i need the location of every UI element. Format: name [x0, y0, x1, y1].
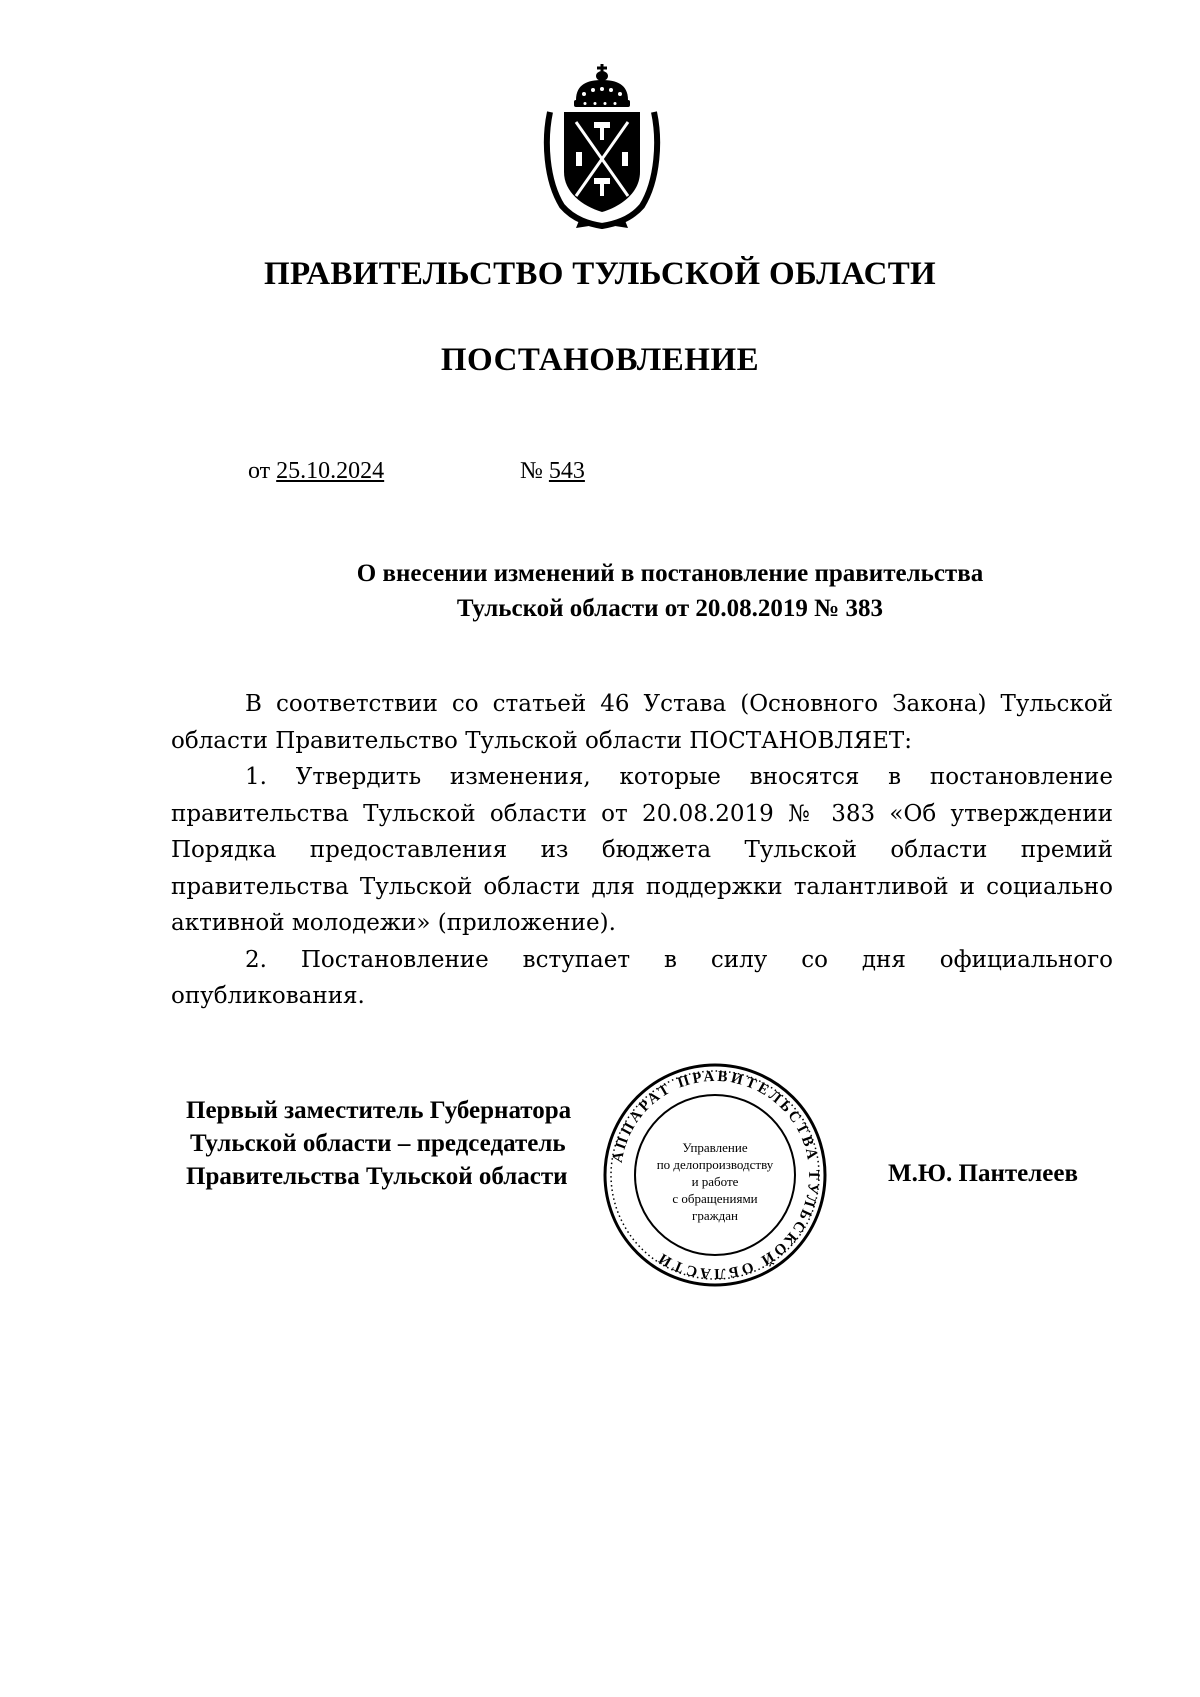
item-1-paragraph: 1. Утвердить изменения, которые вносятся в постановление правительства Тульской области от 20.08.2019 № 383 «Об утверждении Порядка предоставления из бюджета Тульской области премий правительства Тульской области для поддержки талантливой и социально активной молодежи» (приложение). — [171, 764, 1113, 936]
number-prefix: № — [520, 458, 543, 484]
seal-outer-text: АППАРАТ ПРАВИТЕЛЬСТВА ТУЛЬСКОЙ ОБЛАСТИ — [609, 1068, 822, 1282]
tula-coat-of-arms-icon — [540, 60, 664, 230]
date-prefix: от — [248, 458, 271, 484]
registration-line — [248, 458, 585, 485]
document-body — [171, 686, 1113, 1015]
seal-inner-line-3: и работе — [691, 1174, 739, 1189]
document-number: 543 — [548, 458, 585, 484]
subject-line-1: О внесении изменений в постановление правительства — [356, 560, 984, 587]
document-number-block — [520, 458, 585, 485]
signatory-position — [186, 1094, 571, 1193]
document-date: 25.10.2024 — [276, 458, 385, 484]
seal-inner-line-4: с обращениями — [672, 1191, 758, 1206]
position-line-2: Тульской области – председатель — [190, 1130, 566, 1157]
item-2-paragraph: 2. Постановление вступает в силу со дня официального опубликования. — [171, 946, 1113, 1009]
seal-inner-line-1: Управление — [682, 1140, 748, 1155]
document-type-heading: ПОСТАНОВЛЕНИЕ — [440, 342, 760, 378]
position-line-3: Правительства Тульской области — [186, 1163, 568, 1190]
official-seal-stamp — [600, 1060, 830, 1290]
subject-line-2: Тульской области от 20.08.2019 № 383 — [456, 595, 884, 622]
document-subject — [300, 556, 1040, 626]
signatory-name: М.Ю. Пантелеев — [888, 1160, 1078, 1187]
position-line-1: Первый заместитель Губернатора — [186, 1097, 572, 1124]
preamble-paragraph: В соответствии со статьей 46 Устава (Основного Закона) Тульской области Правительство Тульской области ПОСТАНОВЛЯЕТ: — [171, 691, 1113, 754]
organization-title: ПРАВИТЕЛЬСТВО ТУЛЬСКОЙ ОБЛАСТИ — [264, 256, 936, 292]
seal-inner-line-5: граждан — [692, 1208, 738, 1223]
seal-inner-line-2: по делопроизводству — [656, 1157, 774, 1172]
